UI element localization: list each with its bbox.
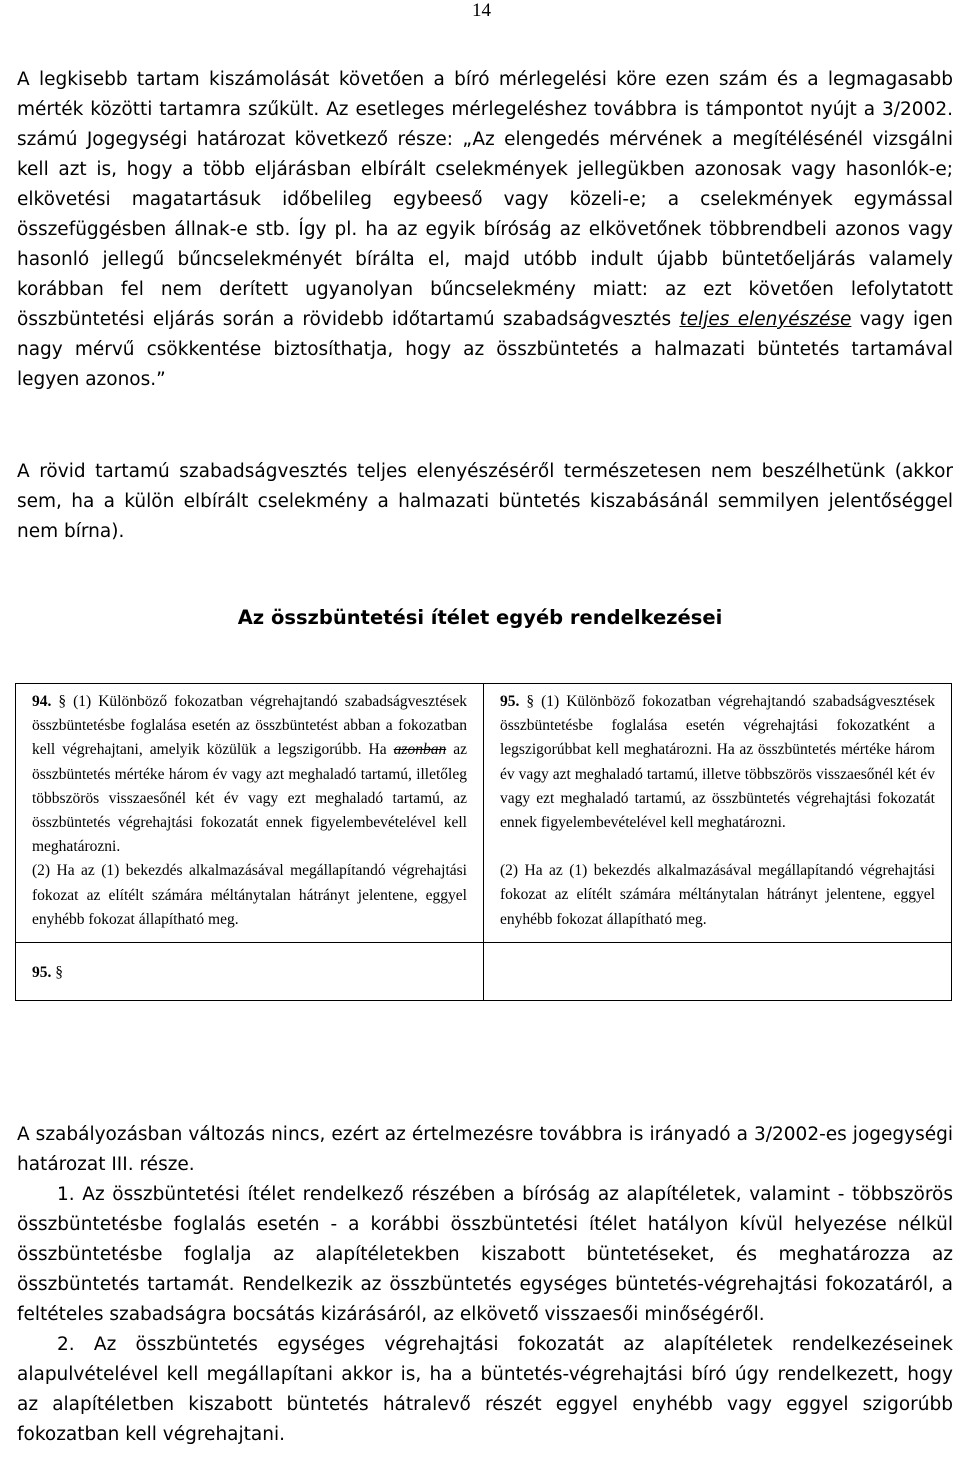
spacer	[500, 835, 935, 859]
struck-word: azonban	[393, 741, 447, 759]
old-law-cell-2	[16, 943, 484, 1001]
new-law-paragraph-2: (2) Ha az (1) bekezdés alkalmazásával megállapítandó végrehajtási fokozat az elítélt számára méltánytalan hátrányt jelentene, eggyel enyhébb fokozat állapítható meg.	[500, 862, 935, 928]
emphasis-text: teljes elenyészése	[679, 309, 852, 330]
new-law-text: (1) Különböző fokozatban végrehajtandó szabadságvesztések összbüntetésbe foglalása esetén végrehajtási fokozatként a legszigorúbbat kell meghatározni. Ha az összbüntetés mértéke három év vagy azt meghaladó tartamú, illetve többszörös visszaesőnél két év vagy ezt meghaladó tartamú, az összbüntetés végrehajtási fokozatát ennek figyelembevételével kell meghatározni.	[500, 693, 936, 832]
old-law-cell	[16, 684, 484, 943]
section-heading: Az összbüntetési ítélet egyéb rendelkezései	[237, 606, 723, 629]
comparison-table	[15, 683, 952, 1001]
table-row	[16, 684, 952, 943]
paragraph-intro-text-a: A legkisebb tartam kiszámolását követően a bíró mérlegelési köre ezen szám és a legmagasabb mérték közötti tartamra szűkült. Az esetleges mérlegeléshez továbbra is támpontot nyújt a 3/2002. számú Jogegységi határozat következő része: „Az elengedés mérvének a megítélésénél vizsgálni kell azt is, hogy a több eljárásban elbírált cselekmények jellegükben azonosak vagy hasonlók-e; elkövetési magatartásuk időbelileg egybeeső vagy közeli-e; a cselekmények egymással összefüggésben állnak-e stb. Így pl. ha az egyik bíróság az elkövetőnek többrendbeli azonos vagy hasonló jellegű bűncselekményét bírálta el, majd utóbb indult újabb büntetőeljárás valamely korábban fel nem derített ugyanolyan bűncselekmény miatt: az ezt követően lefolytatott összbüntetési eljárás során a rövidebb időtartamú szabadságvesztés	[17, 69, 953, 330]
old-law-text-b: az összbüntetés mértéke három év vagy azt meghaladó tartamú, illetőleg többszörös visszaesőnél két év vagy ezt meghaladó tartamú, az összbüntetés végrehajtási fokozatát ennek figyelembevételével kell meghatározni.	[32, 741, 467, 856]
section-sign: §	[526, 693, 535, 710]
new-law-cell-2	[484, 943, 952, 1001]
paragraph-intro-text-b: vagy igen nagy mérvű csökkentése biztosíthatja, hogy az összbüntetés a halmazati büntetés tartamával legyen azonos.	[17, 309, 954, 390]
old-law-paragraph-2: (2) Ha az (1) bekezdés alkalmazásával megállapítandó végrehajtási fokozat az elítélt számára méltánytalan hátrányt jelentene, eggyel enyhébb fokozat állapítható meg.	[32, 862, 467, 928]
paragraph-short-term: A rövid tartamú szabadságvesztés teljes elenyészéséről természetesen nem beszélhetünk (akkor sem, ha a külön elbírált cselekmény a halmazati büntetés kiszabásánál semmilyen jelentőséggel nem bírna).	[17, 461, 953, 542]
table-row	[16, 943, 952, 1001]
old-law-text-a: (1) Különböző fokozatban végrehajtandó szabadságvesztések összbüntetésbe foglalása esetén az összbüntetést abban a fokozatban kell végrehajtani, amelyik közülük a legszigorúbb. Ha	[32, 693, 468, 759]
section-number: 95.	[500, 693, 520, 710]
list-item: 2. Az összbüntetés egységes végrehajtási fokozatát az alapítéletek rendelkezéseinek alapulvételével kell megállapítani akkor is, ha a büntetés-végrehajtási bíró úgy rendelkezett, hogy az alapítéletben kiszabott büntetés hátralevő részét eggyel enyhébb vagy eggyel szigorúbb fokozatban kell végrehajtani.	[17, 1334, 953, 1445]
closing-intro: A szabályozásban változás nincs, ezért az értelmezésre továbbra is irányadó a 3/2002-es jogegységi határozat III. része.	[17, 1124, 953, 1175]
paragraph-intro	[17, 65, 953, 395]
paragraph-closing	[17, 1120, 953, 1450]
old-law-paragraph-1	[32, 690, 467, 859]
closing-quote: ”	[156, 369, 166, 390]
new-law-cell	[484, 684, 952, 943]
section-number: 95.	[32, 964, 52, 982]
list-item: 1. Az összbüntetési ítélet rendelkező részében a bíróság az alapítéletek, valamint - többszörös összbüntetésbe foglalás esetén - a korábbi összbüntetési ítélet hatályon kívül helyezése nélkül összbüntetésbe foglalja az alapítéletekben kiszabott büntetéseket, és meghatározza az összbüntetés tartamát. Rendelkezik az összbüntetés egységes büntetés-végrehajtási fokozatáról, a feltételes szabadságra bocsátás kizárásáról, az elkövető visszaesői minőségéről.	[17, 1184, 953, 1325]
page-number: 14	[472, 0, 491, 21]
new-law-paragraph-1	[500, 690, 935, 835]
section-sign: §	[58, 693, 67, 710]
section-sign: §	[55, 964, 63, 982]
section-number: 94.	[32, 693, 52, 710]
